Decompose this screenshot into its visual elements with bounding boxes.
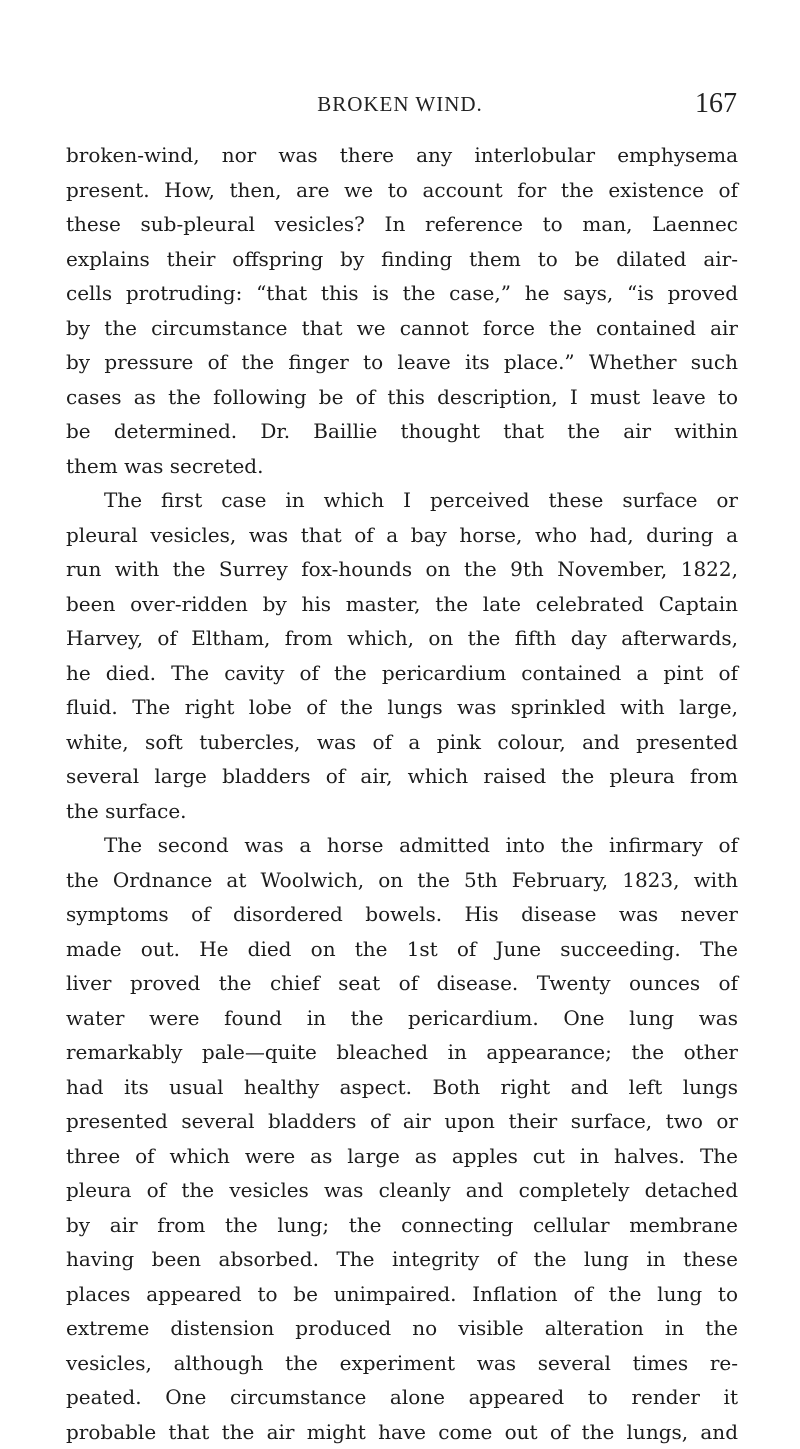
text-line: broken-wind, nor was there any interlobular emphysema: [66, 138, 738, 173]
text-line: these sub-pleural vesicles? In reference to man, Laennec: [66, 207, 738, 242]
text-line: explains their offspring by finding them to be dilated air-: [66, 242, 738, 277]
text-line: symptoms of disordered bowels. His disease was never: [66, 897, 738, 932]
text-line: water were found in the pericardium. One lung was: [66, 1001, 738, 1036]
text-line: made out. He died on the 1st of June succeeding. The: [66, 932, 738, 967]
text-line: three of which were as large as apples cut in halves. The: [66, 1139, 738, 1174]
body-text: [66, 138, 738, 1449]
page-number: 167: [695, 88, 737, 120]
text-line: fluid. The right lobe of the lungs was sprinkled with large,: [66, 690, 738, 725]
text-line: pleural vesicles, was that of a bay horse, who had, during a: [66, 518, 738, 553]
text-line: be determined. Dr. Baillie thought that the air within: [66, 414, 738, 449]
text-line: the Ordnance at Woolwich, on the 5th February, 1823, with: [66, 863, 738, 898]
text-line: present. How, then, are we to account for the existence of: [66, 173, 738, 208]
text-line: run with the Surrey fox-hounds on the 9th November, 1822,: [66, 552, 738, 587]
text-line: pleura of the vesicles was cleanly and completely detached: [66, 1173, 738, 1208]
text-line: them was secreted.: [66, 449, 738, 484]
text-line: extreme distension produced no visible alteration in the: [66, 1311, 738, 1346]
text-line: probable that the air might have come out of the lungs, and: [66, 1415, 738, 1449]
text-line: places appeared to be unimpaired. Inflation of the lung to: [66, 1277, 738, 1312]
text-line: The first case in which I perceived these surface or: [66, 483, 738, 518]
text-line: white, soft tubercles, was of a pink colour, and presented: [66, 725, 738, 760]
text-line: had its usual healthy aspect. Both right and left lungs: [66, 1070, 738, 1105]
text-line: cases as the following be of this description, I must leave to: [66, 380, 738, 415]
text-line: several large bladders of air, which raised the pleura from: [66, 759, 738, 794]
text-line: presented several bladders of air upon their surface, two or: [66, 1104, 738, 1139]
text-line: by air from the lung; the connecting cellular membrane: [66, 1208, 738, 1243]
text-line: The second was a horse admitted into the infirmary of: [66, 828, 738, 863]
text-line: Harvey, of Eltham, from which, on the fifth day afterwards,: [66, 621, 738, 656]
text-line: cells protruding: “that this is the case,” he says, “is proved: [66, 276, 738, 311]
paragraph-2: [66, 483, 738, 828]
text-line: vesicles, although the experiment was several times re-: [66, 1346, 738, 1381]
text-line: he died. The cavity of the pericardium contained a pint of: [66, 656, 738, 691]
paragraph-1: [66, 138, 738, 483]
text-line: by the circumstance that we cannot force the contained air: [66, 311, 738, 346]
text-line: peated. One circumstance alone appeared to render it: [66, 1380, 738, 1415]
text-line: been over-ridden by his master, the late celebrated Captain: [66, 587, 738, 622]
paragraph-3: [66, 828, 738, 1449]
page-header: [0, 88, 800, 124]
text-line: remarkably pale—quite bleached in appearance; the other: [66, 1035, 738, 1070]
running-head: BROKEN WIND.: [0, 92, 800, 117]
text-line: liver proved the chief seat of disease. Twenty ounces of: [66, 966, 738, 1001]
text-line: the surface.: [66, 794, 738, 829]
text-line: by pressure of the finger to leave its place.” Whether such: [66, 345, 738, 380]
text-line: having been absorbed. The integrity of the lung in these: [66, 1242, 738, 1277]
